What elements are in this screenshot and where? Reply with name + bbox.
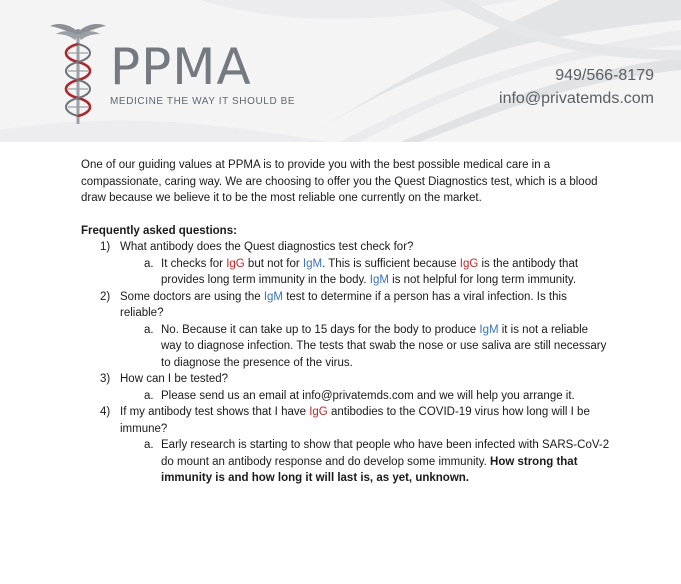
igg-highlight: IgG: [309, 406, 328, 418]
text-segment: is the antibody that provides long term immunity in the body.: [161, 257, 579, 286]
text-segment: If my antibody test shows that I have: [120, 406, 310, 418]
answer-list: [120, 437, 611, 487]
faq-answer: [144, 437, 611, 487]
question-number: 1): [100, 241, 111, 253]
igg-highlight: IgG: [459, 257, 479, 270]
answer-text: [161, 390, 575, 402]
answer-list: [120, 322, 611, 372]
caduceus-icon: [48, 18, 108, 128]
letter-body: [81, 157, 611, 487]
question-number: 3): [100, 373, 111, 385]
answer-text: [161, 324, 606, 369]
question-text: [120, 291, 567, 320]
igm-highlight: IgM: [479, 323, 499, 336]
bold-text: How strong that immunity is and how long it will last is, as yet, unknown.: [161, 455, 578, 484]
igm-highlight: IgM: [369, 274, 389, 286]
faq-question: [100, 289, 611, 372]
text-segment: is not helpful for long term immunity.: [388, 274, 577, 286]
text-segment: No. Because it can take up to 15 days for the body to produce: [161, 323, 480, 336]
text-segment: . This is sufficient because: [322, 257, 460, 270]
igm-highlight: IgM: [263, 290, 284, 303]
text-segment: Please send us an email at info@privatemds.com and we will help you arrange it.: [161, 389, 575, 402]
brand-wordmark: PPMA: [110, 38, 252, 96]
answer-list: [120, 388, 611, 405]
text-segment: How can I be tested?: [120, 373, 229, 385]
faq-list: [81, 239, 611, 487]
contact-email: info@privatemds.com: [499, 90, 654, 107]
text-segment: but not for: [244, 257, 303, 270]
igg-highlight: IgG: [226, 257, 245, 270]
text-segment: Early research is starting to show that people who have been infected with SARS-CoV-2 do mount an antibody response and do develop some immunity.: [161, 439, 610, 468]
text-segment: It checks for: [161, 257, 227, 270]
faq-answer: [144, 388, 611, 405]
letterhead: [0, 0, 681, 142]
question-number: 2): [100, 290, 111, 303]
faq-answer: [144, 256, 611, 289]
answer-letter: a.: [144, 323, 154, 336]
text-segment: test to determine if a person has a viral infection. Is this reliable?: [120, 290, 567, 319]
faq-heading: Frequently asked questions:: [81, 224, 237, 237]
faq-question: [100, 404, 611, 487]
contact-phone: 949/566-8179: [555, 67, 654, 84]
faq-question: [100, 239, 611, 289]
question-text: [120, 241, 413, 253]
answer-list: [120, 256, 611, 289]
answer-letter: a.: [144, 389, 154, 402]
faq-answer: [144, 322, 611, 372]
question-text: [120, 373, 228, 385]
answer-text: [161, 258, 578, 287]
intro-paragraph: One of our guiding values at PPMA is to provide you with the best possible medical care in a compassionate, caring way. We are choosing to offer you the Quest Diagnostics test, which is a blood draw because we believe it to be the most reliable one currently on the market.: [81, 159, 598, 204]
faq-question: [100, 371, 611, 404]
text-segment: Some doctors are using the: [120, 290, 264, 303]
answer-letter: a.: [144, 439, 154, 451]
question-text: [120, 406, 590, 435]
igm-highlight: IgM: [302, 257, 323, 270]
text-segment: it is not a reliable way to diagnose infection. The tests that swab the nose or use saliva are still necessary to diagnose the presence of the virus.: [161, 323, 607, 369]
brand-tagline: MEDICINE THE WAY IT SHOULD BE: [110, 96, 296, 107]
question-number: 4): [100, 406, 111, 418]
text-segment: What antibody does the Quest diagnostics test check for?: [120, 241, 414, 253]
answer-text: [161, 439, 609, 484]
text-segment: antibodies to the COVID-19 virus how long will I be immune?: [120, 406, 590, 435]
answer-letter: a.: [144, 257, 154, 270]
